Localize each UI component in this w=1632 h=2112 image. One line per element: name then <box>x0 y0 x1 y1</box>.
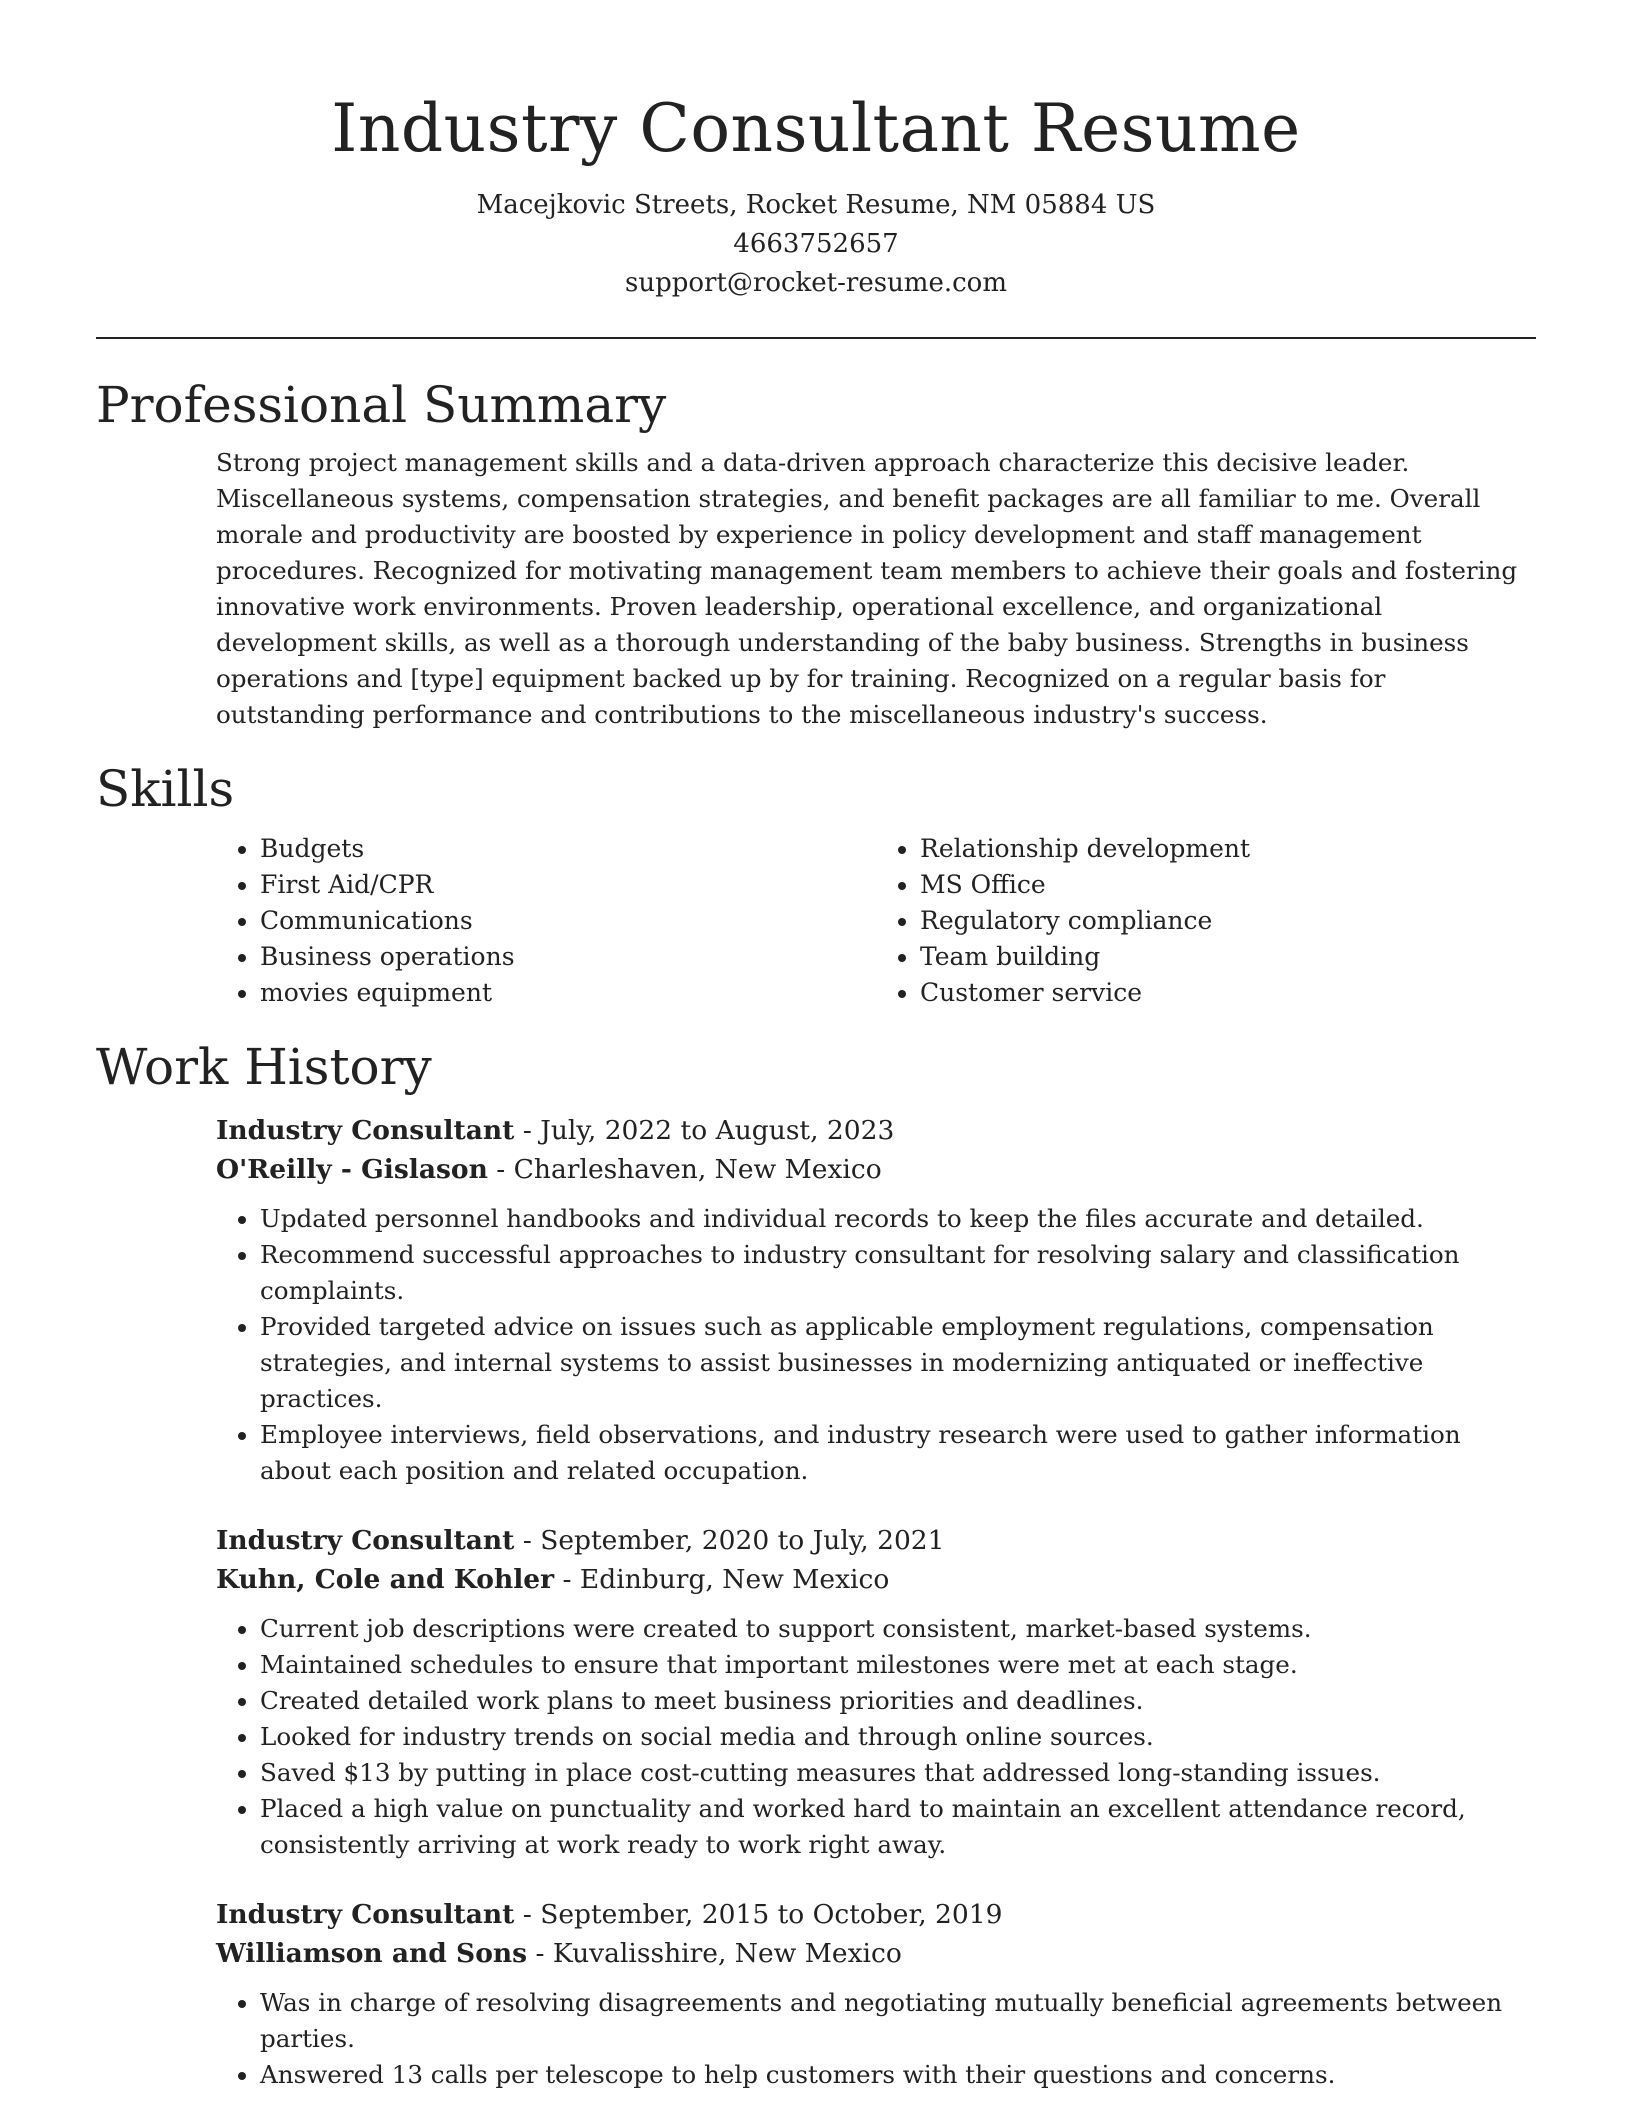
skill-item: • Relationship development <box>920 831 1536 867</box>
job-bullet: • Placed a high value on punctuality and worked hard to maintain an excellent attendance record, consistently arriving at work ready to work right away. <box>260 1791 1536 1863</box>
job-bullets <box>216 1985 1536 2093</box>
skills-grid <box>216 831 1536 1011</box>
skill-item: • Business operations <box>260 939 876 975</box>
skills-left-column <box>216 831 876 1011</box>
job-title-line <box>216 1895 1536 1934</box>
skills-section <box>96 757 1536 1011</box>
job-entry <box>216 1895 1536 2093</box>
job-bullet: • Updated personnel handbooks and individual records to keep the files accurate and detailed. <box>260 1201 1536 1237</box>
skill-item: • Customer service <box>920 975 1536 1011</box>
skill-item: • movies equipment <box>260 975 876 1011</box>
job-bullet: • Was in charge of resolving disagreements and negotiating mutually beneficial agreements between parties. <box>260 1985 1536 2057</box>
job-bullet: • Employee interviews, field observations, and industry research were used to gather information about each position and related occupation. <box>260 1417 1536 1489</box>
job-company-line <box>216 1150 1536 1189</box>
skills-heading: Skills <box>96 760 235 818</box>
job-dates: - September, 2020 to July, 2021 <box>514 1525 945 1556</box>
job-bullet: • Provided targeted advice on issues such as applicable employment regulations, compensation strategies, and internal systems to assist businesses in modernizing antiquated or ineffective practices. <box>260 1309 1536 1417</box>
job-dates: - September, 2015 to October, 2019 <box>514 1899 1003 1930</box>
job-company: Kuhn, Cole and Kohler <box>216 1564 555 1595</box>
skill-item: • Communications <box>260 903 876 939</box>
header-divider <box>96 337 1536 339</box>
job-company: O'Reilly - Gislason <box>216 1154 488 1185</box>
job-company-line <box>216 1560 1536 1599</box>
job-bullet: • Current job descriptions were created to support consistent, market-based systems. <box>260 1611 1536 1647</box>
contact-phone: 4663752657 <box>733 229 899 259</box>
resume-page <box>96 0 1536 2093</box>
job-title-line <box>216 1521 1536 1560</box>
job-title: Industry Consultant <box>216 1525 515 1556</box>
skill-item: • Regulatory compliance <box>920 903 1536 939</box>
skill-item: • First Aid/CPR <box>260 867 876 903</box>
job-bullet: • Answered 13 calls per telescope to help customers with their questions and concerns. <box>260 2057 1536 2093</box>
job-dates: - July, 2022 to August, 2023 <box>514 1115 895 1146</box>
job-bullet: • Saved $13 by putting in place cost-cutting measures that addressed long-standing issues. <box>260 1755 1536 1791</box>
job-company-line <box>216 1934 1536 1973</box>
job-title: Industry Consultant <box>216 1899 515 1930</box>
job-company: Williamson and Sons <box>216 1938 528 1969</box>
summary-section <box>96 373 1536 733</box>
work-history-section <box>96 1035 1536 2093</box>
job-entry <box>216 1111 1536 1489</box>
skill-item: • Budgets <box>260 831 876 867</box>
summary-heading: Professional Summary <box>96 376 667 434</box>
job-title: Industry Consultant <box>216 1115 515 1146</box>
contact-address: Macejkovic Streets, Rocket Resume, NM 05884 US <box>476 190 1156 220</box>
contact-email: support@rocket-resume.com <box>624 268 1007 298</box>
work-history-heading: Work History <box>96 1038 432 1096</box>
job-location: - Charleshaven, New Mexico <box>487 1154 882 1185</box>
job-bullet: • Created detailed work plans to meet business priorities and deadlines. <box>260 1683 1536 1719</box>
job-bullets <box>216 1201 1536 1489</box>
job-entry <box>216 1521 1536 1863</box>
resume-title: Industry Consultant Resume <box>331 90 1301 167</box>
skill-item: • MS Office <box>920 867 1536 903</box>
job-title-line <box>216 1111 1536 1150</box>
job-bullets <box>216 1611 1536 1863</box>
summary-text: Strong project management skills and a data-driven approach characterize this decisive leader. Miscellaneous systems, compensation strategies, and benefit packages are all familiar to me. Overall morale and productivity are boosted by experience in policy development and staff management procedures. Recognized for motivating management team members to achieve their goals and fostering innovative work environments. Proven leadership, operational excellence, and organizational development skills, as well as a thorough understanding of the baby business. Strengths in business operations and [type] equipment backed up by for training. Recognized on a regular basis for outstanding performance and contributions to the miscellaneous industry's success. <box>216 448 1518 729</box>
job-location: - Edinburg, New Mexico <box>554 1564 890 1595</box>
job-location: - Kuvalisshire, New Mexico <box>527 1938 902 1969</box>
contact-block <box>96 186 1536 303</box>
job-bullet: • Looked for industry trends on social media and through online sources. <box>260 1719 1536 1755</box>
skill-item: • Team building <box>920 939 1536 975</box>
job-bullet: • Recommend successful approaches to industry consultant for resolving salary and classification complaints. <box>260 1237 1536 1309</box>
job-bullet: • Maintained schedules to ensure that important milestones were met at each stage. <box>260 1647 1536 1683</box>
skills-right-column <box>876 831 1536 1011</box>
